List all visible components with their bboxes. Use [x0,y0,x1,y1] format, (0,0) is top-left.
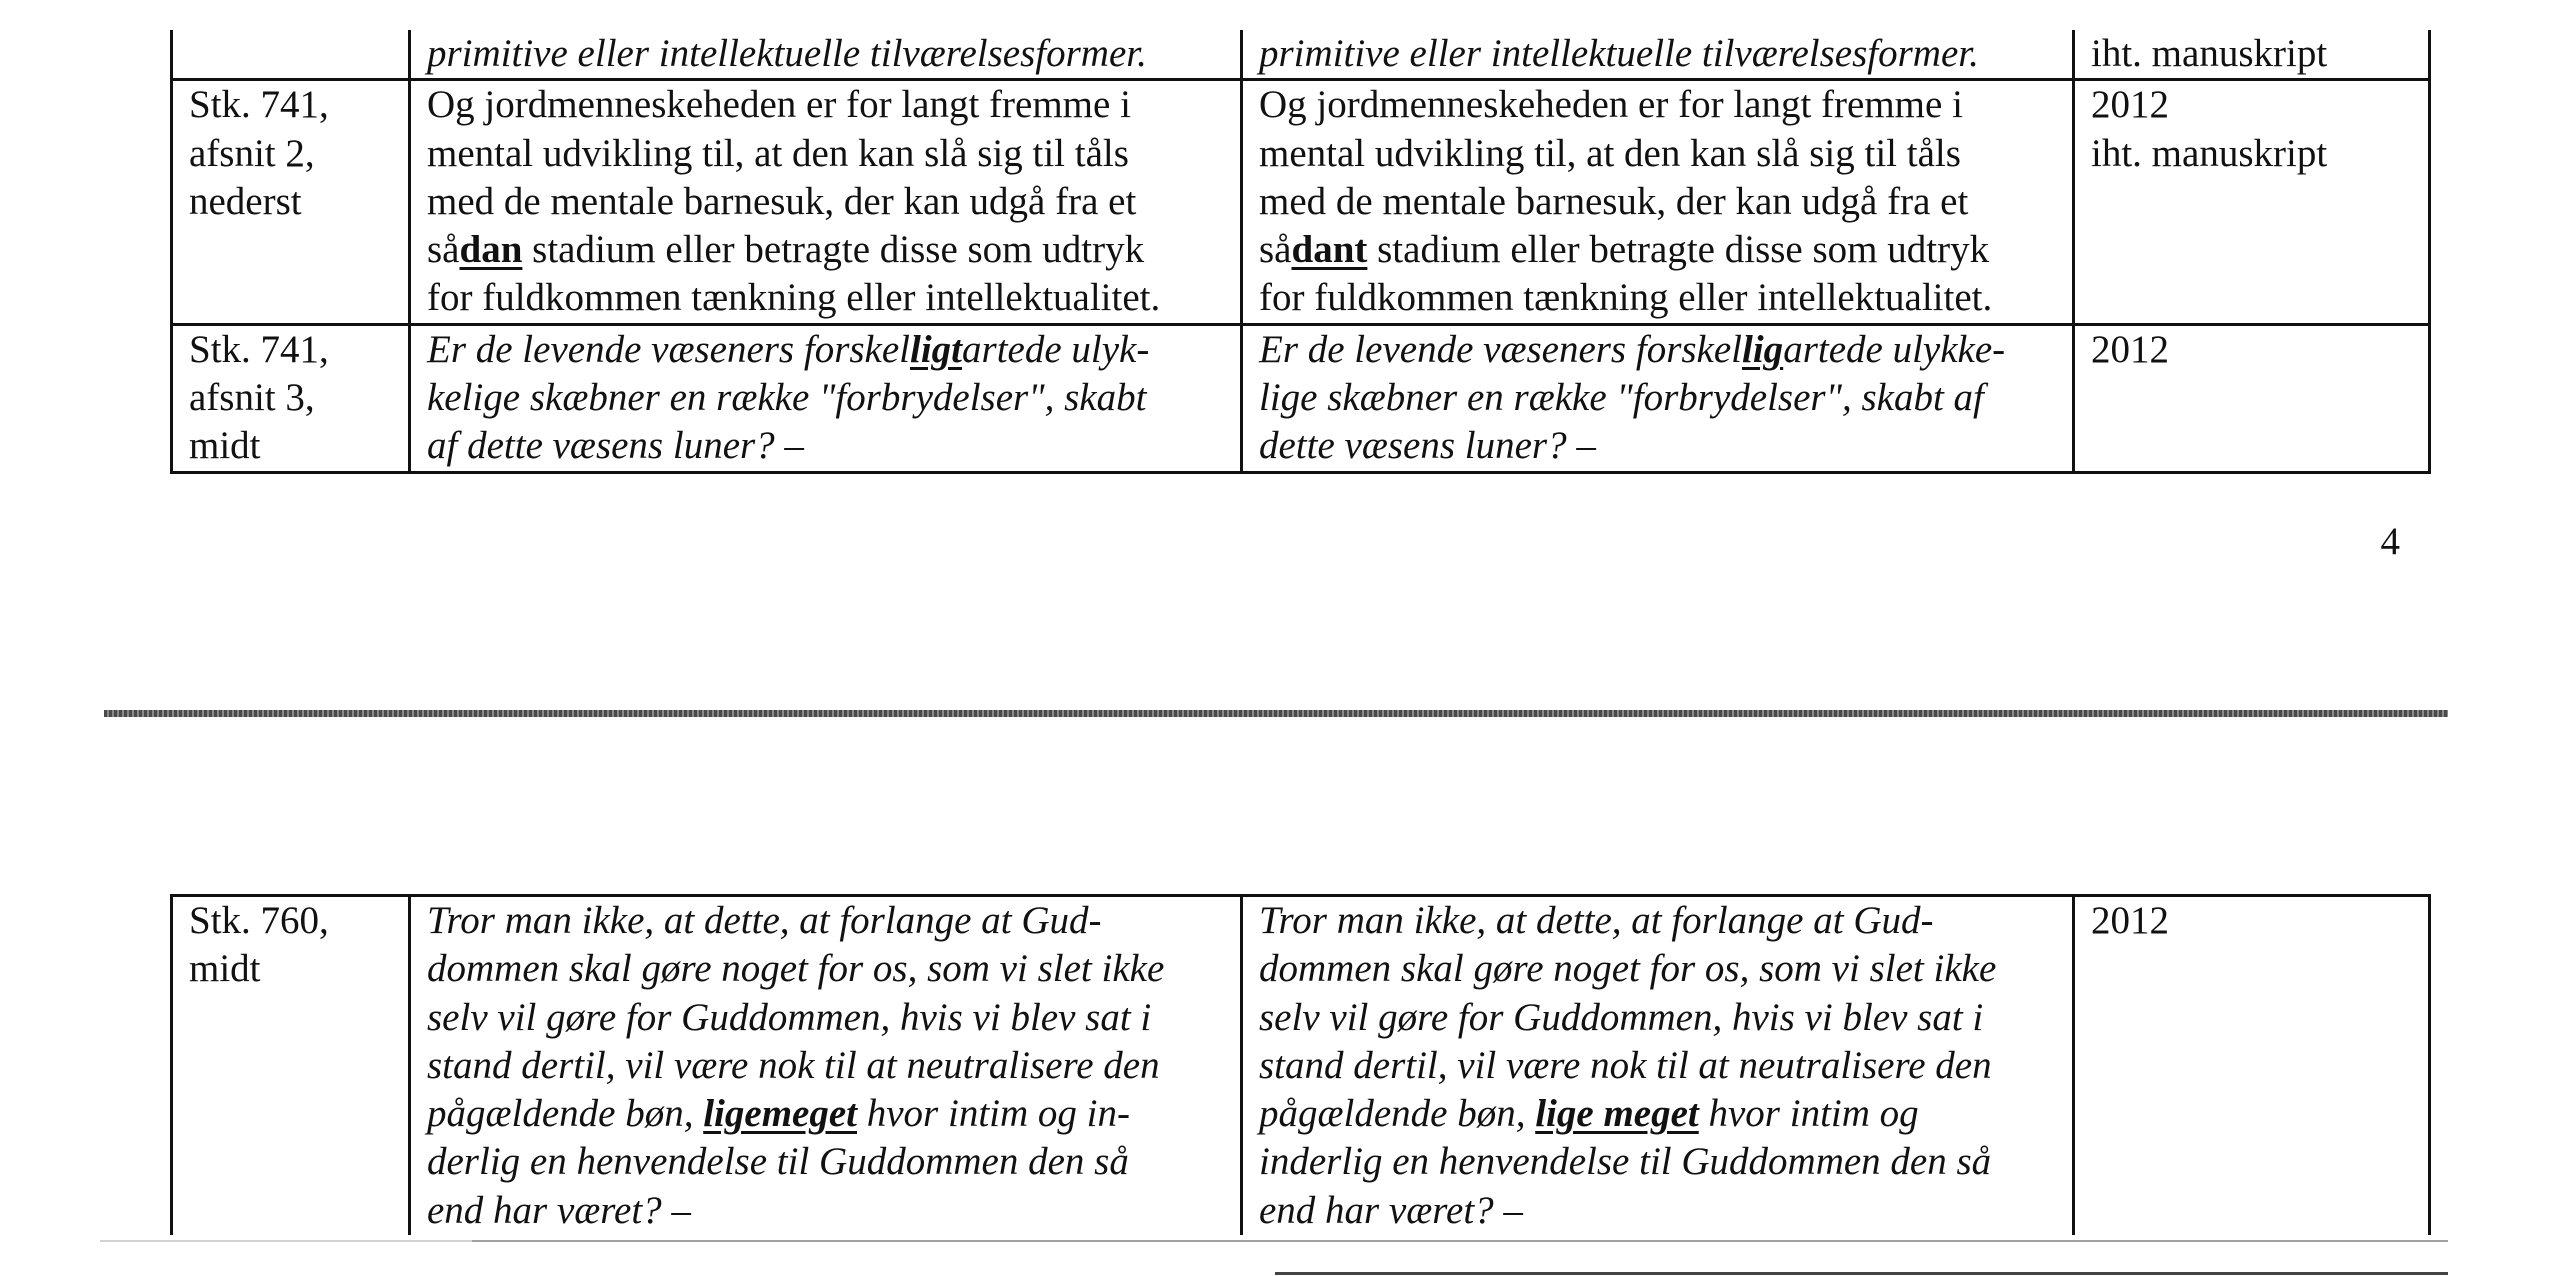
text-segment: selv vil gøre for Guddommen, hvis vi blev sat i [427,995,1152,1039]
text-segment: for fuldkommen tænkning eller intellektualitet. [1259,276,1993,320]
text-line [427,226,1226,274]
text-segment: stand dertil, vil være nok til at neutralisere den [1259,1043,1992,1087]
text-segment: Og jordmenneskeheden er for langt fremme i [427,83,1131,127]
text-segment: stand dertil, vil være nok til at neutralisere den [427,1043,1160,1087]
text-segment: artede ulykke- [1783,327,2006,371]
edition-note-line: 2012 [2091,327,2169,371]
edition-note-line: iht. manuskript [2091,32,2328,75]
text-segment: for fuldkommen tænkning eller intellektualitet. [427,276,1161,320]
correction-table-bottom [170,894,2431,1235]
text-segment: artede ulyk- [962,327,1150,371]
text-line [427,30,1226,78]
changed-word: dan [459,228,523,272]
text-segment: Og jordmenneskeheden er for langt fremme i [1259,83,1963,127]
table-row [172,324,2430,472]
text-line [1259,326,2058,374]
text-segment: pågældende bøn, [1259,1092,1536,1136]
text-segment: af dette væsens luner? – [427,424,804,468]
text-segment: inderlig en henvendelse til Guddommen den så [1259,1140,1992,1184]
reference-line: midt [189,424,261,468]
text-segment: hvor intim og in- [857,1092,1130,1136]
reference-cell [172,80,410,324]
corrected-text-cell [1242,80,2074,324]
table-row [172,80,2430,324]
text-segment: primitive eller intellektuelle tilværelsesformer. [1259,32,1979,75]
page-edge-line [1275,1272,2448,1275]
text-segment: end har været? – [1259,1188,1523,1232]
edition-note-line: 2012 [2091,83,2169,127]
reference-line: nederst [189,179,302,223]
page-number: 4 [2380,520,2400,563]
text-line [427,897,1226,945]
text-segment: så [1259,228,1292,272]
text-segment: selv vil gøre for Guddommen, hvis vi blev sat i [1259,995,1984,1039]
reference-line: Stk. 760, [189,899,329,942]
text-segment: lige skæbner en række "forbrydelser", skabt af [1259,376,1984,420]
text-line [427,274,1226,322]
text-line [1259,945,2058,993]
text-line [1259,994,2058,1042]
text-segment: Tror man ikke, at dette, at forlange at Gud- [427,899,1102,942]
text-line [1259,1090,2058,1138]
text-line [1259,30,2058,78]
reference-cell [172,324,410,472]
text-line [1259,274,2058,322]
text-line [427,994,1226,1042]
page-break-divider [104,710,2448,717]
reference-line: afsnit 2, [189,131,315,175]
corrected-text-cell [1242,896,2074,1236]
edition-note-line: 2012 [2091,899,2169,942]
text-line [1259,130,2058,178]
text-segment: hvor intim og [1698,1092,1919,1136]
text-line [1259,1042,2058,1090]
changed-word: lige meget [1535,1092,1699,1136]
text-segment: mental udvikling til, at den kan slå sig til tåls [427,131,1129,175]
text-line [1259,1138,2058,1186]
text-segment: pågældende bøn, [427,1092,704,1136]
changed-word: ligemeget [703,1092,857,1136]
reference-line: Stk. 741, [189,327,329,371]
table-row [172,896,2430,1236]
edition-note-cell [2074,30,2430,80]
text-segment: dommen skal gøre noget for os, som vi slet ikke [427,947,1165,991]
text-line [427,130,1226,178]
reference-line: Stk. 741, [189,83,329,127]
text-segment: end har været? – [427,1188,691,1232]
changed-word: dant [1291,228,1368,272]
edition-note-cell [2074,324,2430,472]
text-line [427,1090,1226,1138]
reference-line: midt [189,947,261,991]
original-text-cell [410,896,1242,1236]
text-segment: mental udvikling til, at den kan slå sig til tåls [1259,131,1961,175]
text-line [427,374,1226,422]
page-edge-line [472,1240,2448,1242]
text-segment: primitive eller intellektuelle tilværelsesformer. [427,32,1147,75]
text-segment: så [427,228,460,272]
original-text-cell [410,30,1242,80]
text-segment: Tror man ikke, at dette, at forlange at Gud- [1259,899,1934,942]
text-segment: med de mentale barnesuk, der kan udgå fra et [1259,179,1969,223]
text-line [1259,1187,2058,1235]
corrected-text-cell [1242,324,2074,472]
text-line [1259,81,2058,129]
corrected-text-cell [1242,30,2074,80]
edition-note-cell [2074,896,2430,1236]
text-segment: med de mentale barnesuk, der kan udgå fra et [427,179,1137,223]
text-line [1259,226,2058,274]
text-line [1259,422,2058,470]
text-line [427,945,1226,993]
edition-note-line: iht. manuskript [2091,131,2328,175]
text-line [427,422,1226,470]
text-line [1259,897,2058,945]
text-line [427,81,1226,129]
text-line [1259,374,2058,422]
text-line [427,178,1226,226]
text-segment: stadium eller betragte disse som udtryk [522,228,1145,272]
text-line [427,326,1226,374]
text-line [1259,178,2058,226]
text-segment: Er de levende væseners forskel [427,327,911,371]
original-text-cell [410,80,1242,324]
page-edge-line [100,1240,472,1242]
table-row [172,30,2430,80]
changed-word: ligt [910,327,963,371]
correction-table-top [170,30,2431,474]
edition-note-cell [2074,80,2430,324]
reference-cell [172,896,410,1236]
reference-cell [172,30,410,80]
text-line [427,1187,1226,1235]
text-segment: dommen skal gøre noget for os, som vi slet ikke [1259,947,1997,991]
text-line [427,1042,1226,1090]
text-segment: dette væsens luner? – [1259,424,1596,468]
text-line [427,1138,1226,1186]
changed-word: lig [1742,327,1784,371]
text-segment: Er de levende væseners forskel [1259,327,1743,371]
text-segment: stadium eller betragte disse som udtryk [1367,228,1990,272]
original-text-cell [410,324,1242,472]
text-segment: kelige skæbner en række "forbrydelser", skabt [427,376,1147,420]
reference-line: afsnit 3, [189,376,315,420]
text-segment: derlig en henvendelse til Guddommen den så [427,1140,1129,1184]
